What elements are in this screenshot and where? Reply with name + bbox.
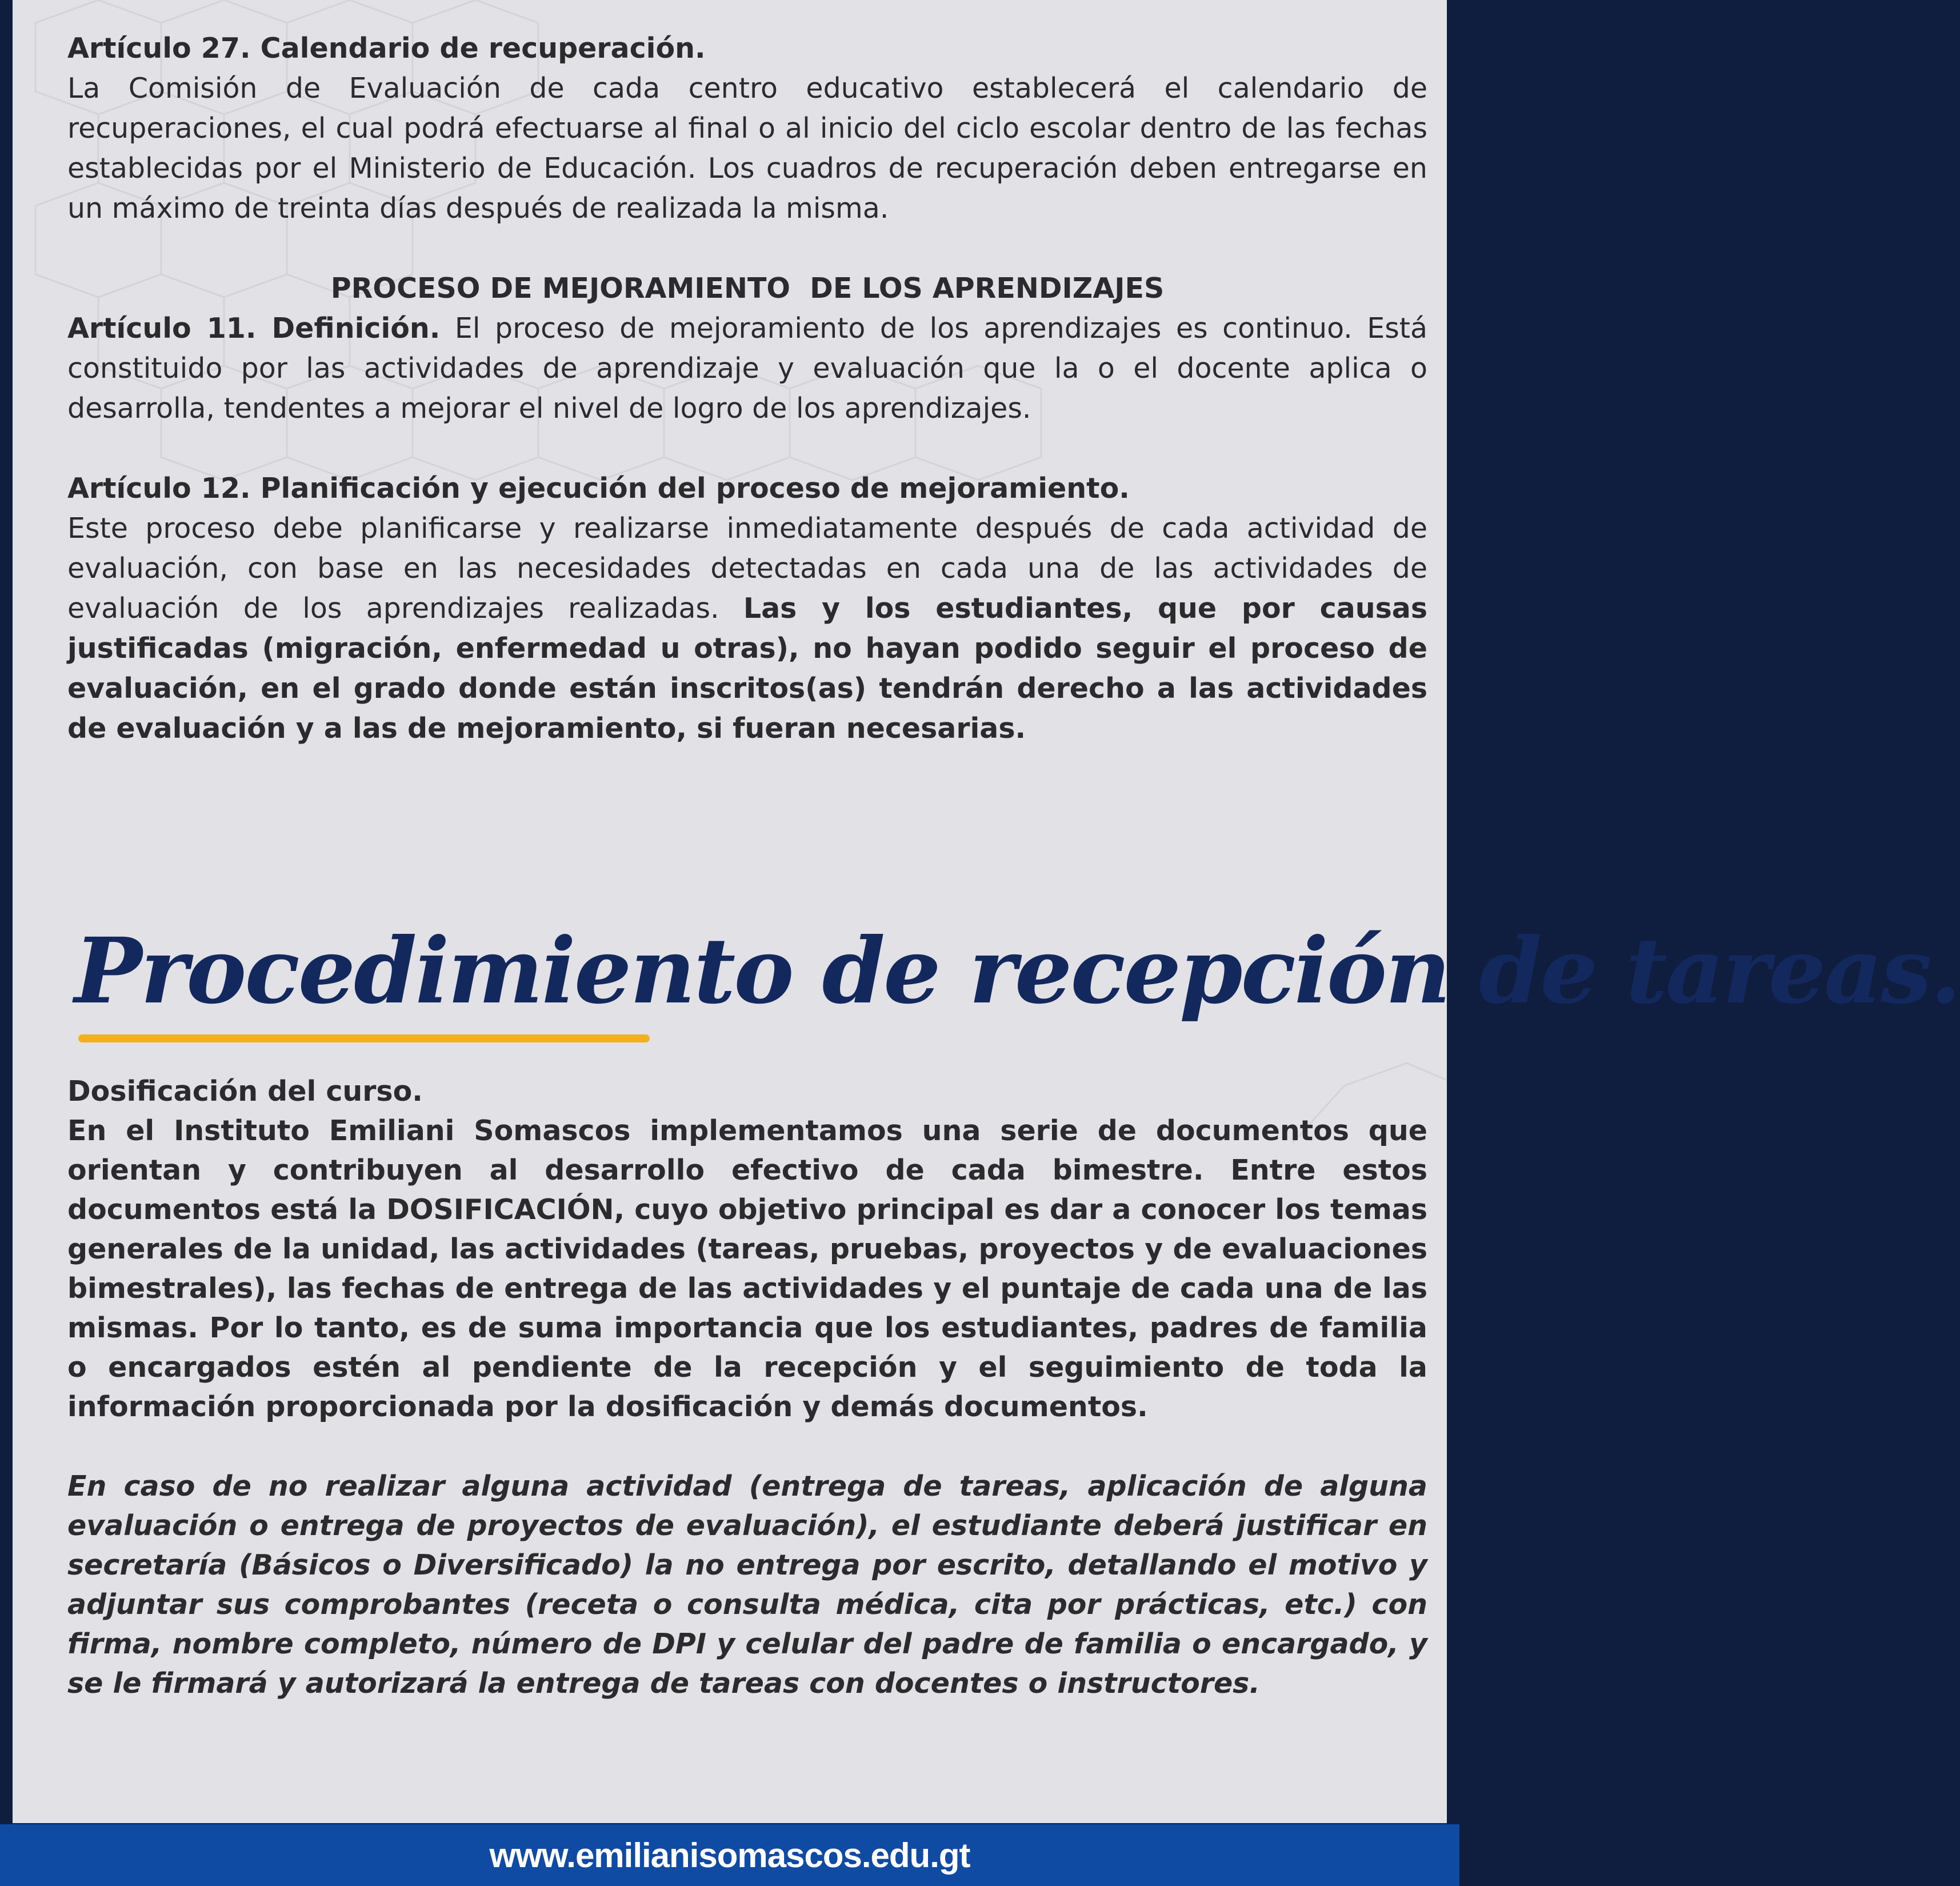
art12-heading-title: Planificación y ejecución del proceso de mejoramiento. (250, 472, 1130, 505)
dosificacion-keyword: DOSIFICACIÓN, (386, 1193, 625, 1226)
title-underline (78, 1034, 650, 1042)
dosificacion-heading: Dosificación del curso. (67, 1075, 423, 1108)
art27-body: La Comisión de Evaluación de cada centro educativo establecerá el calendario de recuperaciones, el cual podrá efectuarse al final o al inicio del ciclo escolar dentro de las fechas establecidas por el Ministerio de Educación. Los cuadros de recuperación deben entregarse en un máximo de treinta días después de realizada la misma. (67, 72, 1427, 225)
caso-paragraph (67, 1467, 1427, 1703)
art27-heading-title: Calendario de recuperación. (250, 32, 706, 65)
lower-text-block (67, 1072, 1427, 1703)
art12-body-regular: Este proceso debe planificarse y realizarse inmediatamente después de cada actividad de evaluación, con base en las necesidades detectadas en cada una de las actividades de evaluación de los aprendizajes realizadas. (67, 512, 1427, 625)
art27-heading-bold: Artículo 27. (67, 32, 251, 65)
art11-body: El proceso de mejoramiento de los aprendizajes es continuo. Está constituido por las actividades de aprendizaje y evaluación que la o el docente aplica o desarrolla, tendentes a mejorar el nivel de logro de los aprendizajes. (67, 312, 1428, 425)
document-page (13, 0, 1960, 1823)
art11-paragraph (67, 309, 1427, 429)
art12-heading-bold: Artículo 12. (67, 472, 251, 505)
art27-heading (67, 29, 1427, 69)
art12-heading (67, 469, 1427, 509)
caso-lead: En caso de no realizar alguna actividad (67, 1470, 732, 1503)
art12-body-bold: Las y los estudiantes, que por causas justificadas (migración, enfermedad u otras), no hayan podido seguir el proceso de evaluación, en el grado donde están inscritos(as) tendrán derecho a las actividades de evaluación y a las de mejoramiento, si fueran necesarias. (67, 592, 1427, 745)
dosificacion-body-2: cuyo objetivo principal es dar a conocer los temas generales de la unidad, las actividades (tareas, pruebas, proyectos y de evaluaciones bimestrales), las fechas de entrega de las actividades y el puntaje de cada una de las mismas. Por lo tanto, es de suma importancia que los estudiantes, padres de familia o encargados estén al pendiente de la recepción y el seguimiento de toda la información proporcionada por la dosificación y demás documentos. (67, 1193, 1427, 1423)
dosificacion-body-1: En el Instituto Emiliani Somascos implementamos una serie de documentos que orientan y contribuyen al desarrollo efectivo de cada bimestre. Entre estos documentos está la (67, 1114, 1427, 1226)
art11-heading: Artículo 11. Definición. (67, 312, 441, 345)
art12-body (67, 509, 1427, 749)
upper-text-block (67, 29, 1427, 749)
footer-bar (0, 1824, 1459, 1886)
caso-body: (entrega de tareas, aplicación de alguna evaluación o entrega de proyectos de evaluación), el estudiante deberá justificar en secretaría (Básicos o Diversificado) la no entrega por escrito, detallando el motivo y adjuntar sus comprobantes (receta o consulta médica, cita por prácticas, etc.) con firma, nombre completo, número de DPI y celular del padre de familia o encargado, y se le firmará y autorizará la entrega de tareas con docentes o instructores. (67, 1470, 1427, 1700)
dosificacion-body (67, 1111, 1427, 1427)
footer-website-link[interactable]: www.emilianisomascos.edu.gt (489, 1836, 970, 1875)
section-heading: PROCESO DE MEJORAMIENTO DE LOS APRENDIZAJES (330, 272, 1165, 305)
procedure-title: Procedimiento de recepción de tareas. (74, 918, 1960, 1024)
